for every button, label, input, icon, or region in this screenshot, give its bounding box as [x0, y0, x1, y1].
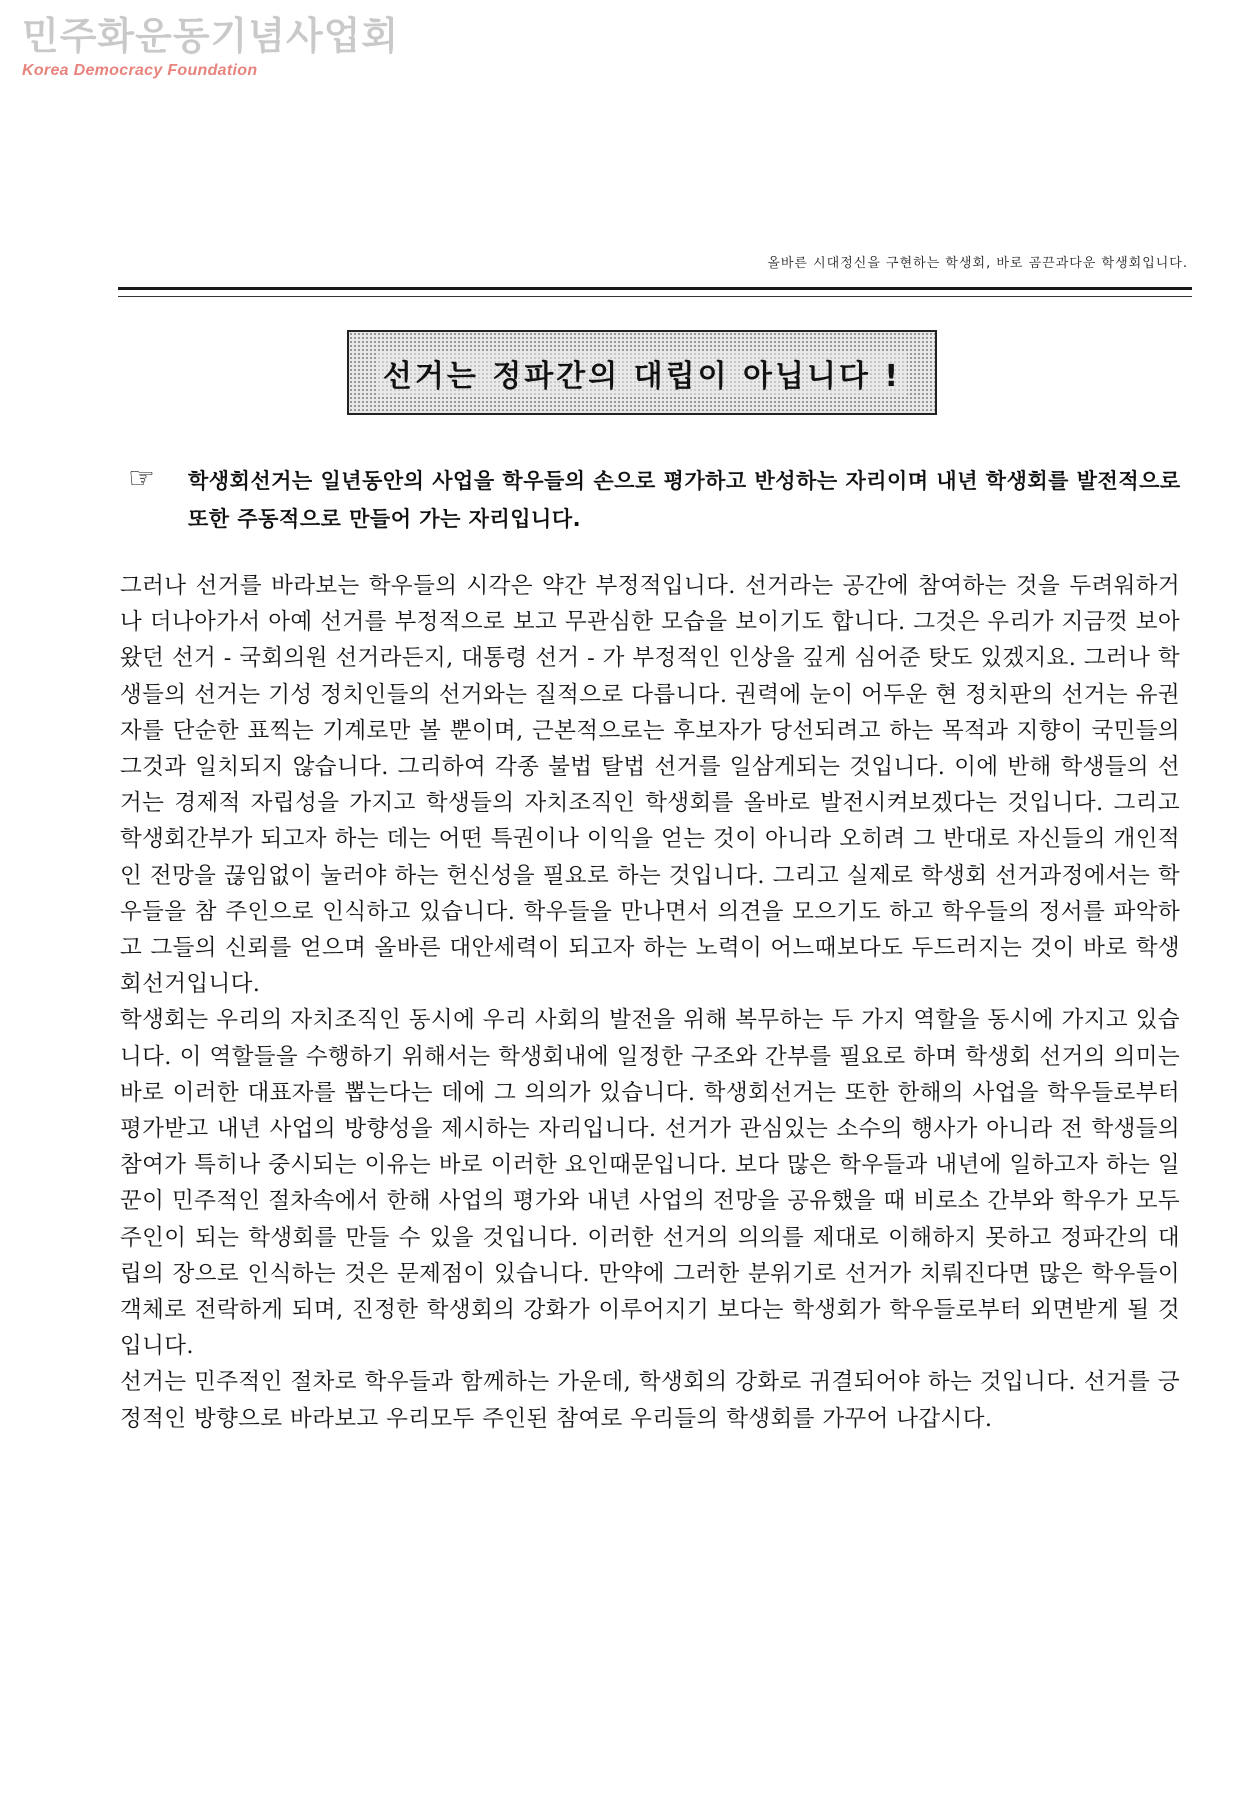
watermark-logo: [22, 14, 399, 80]
watermark-english: Korea Democracy Foundation: [22, 62, 258, 79]
intro-text: 학생회선거는 일년동안의 사업을 학우들의 손으로 평가하고 반성하는 자리이며 내년 학생회를 발전적으로 또한 주동적으로 만들어 가는 자리입니다.: [188, 469, 1181, 531]
body-text: [120, 568, 1180, 1437]
header-slogan: 올바른 시대정신을 구현하는 학생회, 바로 곰끈과다운 학생회입니다.: [767, 256, 1188, 271]
paragraph-2: 학생회는 우리의 자치조직인 동시에 우리 사회의 발전을 위해 복무하는 두 가지 역할을 동시에 가지고 있습니다. 이 역할들을 수행하기 위해서는 학생회내에 일정한 구조와 간부를 필요로 하며 학생회 선거의 의미는 바로 이러한 대표자를 뽑는다는 데에 그 의의가 있습니다. 학생회선거는 또한 한해의 사업을 학우들로부터 평가받고 내년 사업의 방향성을 제시하는 자리입니다. 선거가 관심있는 소수의 행사가 아니라 전 학생들의 참여가 특히나 중시되는 이유는 바로 이러한 요인때문입니다. 보다 많은 학우들과 내년에 일하고자 하는 일꾼이 민주적인 절차속에서 한해 사업의 평가와 내년 사업의 전망을 공유했을 때 비로소 간부와 학우가 모두 주인이 되는 학생회를 만들 수 있을 것입니다. 이러한 선거의 의의를 제대로 이해하지 못하고 정파간의 대립의 장으로 인식하는 것은 문제점이 있습니다. 만약에 그러한 분위기로 선거가 치뤄진다면 많은 학우들이 객체로 전락하게 되며, 진정한 학생회의 강화가 이루어지기 보다는 학생회가 학우들로부터 외면받게 될 것입니다.: [120, 1007, 1180, 1360]
pointing-hand-icon: ☞: [128, 461, 155, 496]
paragraph-1: 그러나 선거를 바라보는 학우들의 시각은 약간 부정적입니다. 선거라는 공간에 참여하는 것을 두려워하거나 더나아가서 아예 선거를 부정적으로 보고 무관심한 모습을 보이기도 합니다. 그것은 우리가 지금껏 보아왔던 선거 - 국회의원 선거라든지, 대통령 선거 - 가 부정적인 인상을 깊게 심어준 탓도 있겠지요. 그러나 학생들의 선거는 기성 정치인들의 선거와는 질적으로 다릅니다. 권력에 눈이 어두운 현 정치판의 선거는 유권자를 단순한 표찍는 기계로만 볼 뿐이며, 근본적으로는 후보자가 당선되려고 하는 목적과 지향이 국민들의 그것과 일치되지 않습니다. 그리하여 각종 불법 탈법 선거를 일삼게되는 것입니다. 이에 반해 학생들의 선거는 경제적 자립성을 가지고 학생들의 자치조직인 학생회를 올바로 발전시켜보겠다는 것입니다. 그리고 학생회간부가 되고자 하는 데는 어떤 특권이나 이익을 얻는 것이 아니라 오히려 그 반대로 자신들의 개인적인 전망을 끊임없이 눌러야 하는 헌신성을 필요로 하는 것입니다. 그리고 실제로 학생회 선거과정에서는 학우들을 참 주인으로 인식하고 있습니다. 학우들을 만나면서 의견을 모으기도 하고 학우들의 정서를 파악하고 그들의 신뢰를 얻으며 올바른 대안세력이 되고자 하는 노력이 어느때보다도 두드러지는 것이 바로 학생회선거입니다.: [120, 573, 1180, 998]
header-rule-thin: [118, 296, 1192, 297]
header-rule-thick: [118, 287, 1192, 290]
paragraph-3: 선거는 민주적인 절차로 학우들과 함께하는 가운데, 학생회의 강화로 귀결되어야 하는 것입니다. 선거를 긍정적인 방향으로 바라보고 우리모두 주인된 참여로 우리들의 학생회를 가꾸어 나갑시다.: [120, 1369, 1180, 1432]
page-title: 선거는 정파간의 대립이 아닙니다 !: [377, 351, 907, 395]
title-box: [347, 330, 937, 415]
watermark-korean: 민주화운동기념사업회: [22, 14, 400, 58]
intro-block: [128, 462, 1188, 538]
